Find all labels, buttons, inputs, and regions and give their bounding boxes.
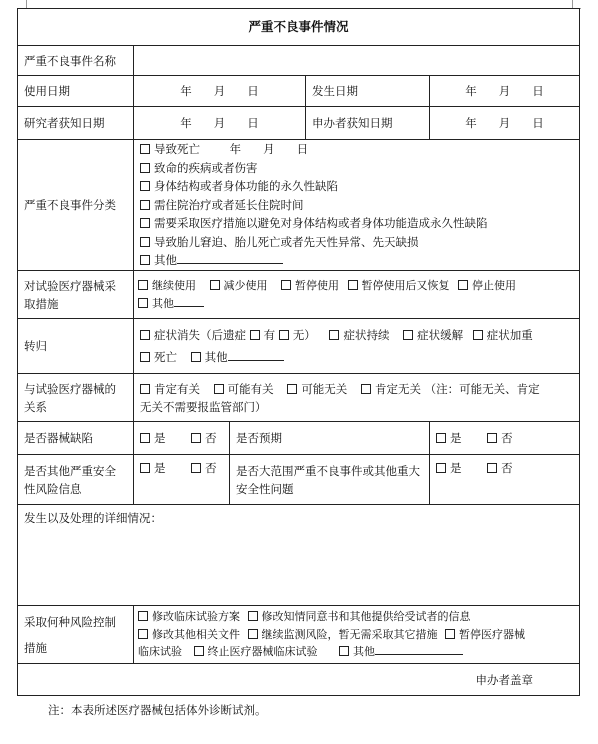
option-modify-consent[interactable]: 修改知情同意书和其他提供给受试者的信息: [248, 610, 471, 623]
option-death[interactable]: 导致死亡 年 月 日: [140, 140, 573, 159]
checkbox[interactable]: [140, 255, 150, 265]
expected-options: [430, 422, 580, 455]
defect-options: [134, 422, 230, 455]
option-sequela-no[interactable]: 无）: [279, 328, 316, 342]
option-death[interactable]: 死亡: [140, 350, 177, 364]
details-label: 发生以及处理的详细情况：: [24, 511, 162, 525]
option-other[interactable]: 其他: [140, 251, 573, 270]
other-blank-line[interactable]: [177, 263, 283, 264]
classification-label: 严重不良事件分类: [18, 140, 134, 271]
event-name-field[interactable]: [134, 46, 580, 76]
option-suspend-trial-cont: 临床试验: [138, 645, 182, 659]
details-field[interactable]: [18, 505, 580, 606]
other-risk-label: 是否其他严重安全性风险信息: [18, 455, 134, 505]
major-issue-label: 是否大范围严重不良事件或其他重大安全性问题: [230, 455, 430, 505]
investigator-date-field[interactable]: 年 月 日: [134, 107, 306, 140]
option-suspend-resume[interactable]: 暂停使用后又恢复: [348, 279, 450, 292]
outcome-label: 转归: [18, 319, 134, 374]
option-fetal[interactable]: 导致胎儿窘迫、胎儿死亡或者先天性异常、先天缺损: [140, 233, 573, 252]
option-symptom-worse[interactable]: 症状加重: [473, 328, 533, 342]
option-yes[interactable]: 是: [436, 461, 462, 475]
checkbox[interactable]: [140, 163, 150, 173]
option-no[interactable]: 否: [191, 461, 217, 475]
expected-label: 是否预期: [230, 422, 430, 455]
event-name-row: [18, 46, 580, 76]
option-other[interactable]: 其他: [339, 645, 463, 658]
option-yes[interactable]: 是: [436, 431, 462, 445]
option-other[interactable]: 其他: [138, 295, 573, 313]
option-continue-monitoring[interactable]: 继续监测风险，暂无需采取其它措施: [248, 628, 438, 641]
sponsor-date-field[interactable]: 年 月 日: [430, 107, 580, 140]
option-definitely-unrelated[interactable]: 肯定无关: [361, 382, 421, 396]
relation-row: [18, 374, 580, 422]
use-date-row: [18, 76, 580, 107]
footnote: 注：本表所述医疗器械包括体外诊断试剂。: [48, 703, 267, 717]
other-risk-row: [18, 455, 580, 505]
risk-control-label: 采取何种风险控制 措施: [18, 606, 134, 664]
option-reduce[interactable]: 减少使用: [210, 279, 268, 292]
use-date-field[interactable]: 年 月 日: [134, 76, 306, 107]
option-stop[interactable]: 停止使用: [458, 279, 516, 292]
awareness-date-row: [18, 107, 580, 140]
option-possibly-unrelated[interactable]: 可能无关: [287, 382, 347, 396]
checkbox[interactable]: [140, 237, 150, 247]
other-risk-options: [134, 455, 230, 505]
classification-row: [18, 140, 580, 271]
option-modify-protocol[interactable]: 修改临床试验方案: [138, 610, 240, 623]
option-sequela-yes[interactable]: 有: [250, 328, 276, 342]
device-measures-row: [18, 271, 580, 319]
option-symptom-gone[interactable]: 症状消失（后遗症: [140, 328, 246, 342]
occur-date-label: 发生日期: [306, 76, 430, 107]
major-issue-options: [430, 455, 580, 505]
checkbox[interactable]: [140, 144, 150, 154]
details-row: [18, 505, 580, 606]
risk-control-row: [18, 606, 580, 664]
option-possibly-related[interactable]: 可能有关: [214, 382, 274, 396]
defect-row: [18, 422, 580, 455]
device-measures-options: [134, 271, 580, 319]
other-blank-line[interactable]: [174, 306, 204, 307]
investigator-date-label: 研究者获知日期: [18, 107, 134, 140]
title-row: [18, 9, 580, 46]
other-blank-line[interactable]: [375, 654, 463, 655]
use-date-label: 使用日期: [18, 76, 134, 107]
relation-options: [134, 374, 580, 422]
other-blank-line[interactable]: [228, 360, 284, 361]
seal-row: [18, 664, 580, 696]
defect-label: 是否器械缺陷: [18, 422, 134, 455]
option-suspend[interactable]: 暂停使用: [281, 279, 339, 292]
option-no[interactable]: 否: [487, 431, 513, 445]
device-measures-label: 对试验医疗器械采取措施: [18, 271, 134, 319]
option-yes[interactable]: 是: [140, 431, 166, 445]
risk-control-options: [134, 606, 580, 664]
option-continue[interactable]: 继续使用: [138, 279, 196, 292]
checkbox[interactable]: [140, 200, 150, 210]
option-terminate-trial[interactable]: 终止医疗器械临床试验: [194, 645, 318, 658]
occur-date-field[interactable]: 年 月 日: [430, 76, 580, 107]
sponsor-seal: 申办者盖章: [18, 664, 580, 696]
relation-label: 与试验医疗器械的关系: [18, 374, 134, 422]
option-definitely-related[interactable]: 肯定有关: [140, 382, 200, 396]
outcome-row: [18, 319, 580, 374]
sponsor-date-label: 申办者获知日期: [306, 107, 430, 140]
option-yes[interactable]: 是: [140, 461, 166, 475]
option-no[interactable]: 否: [487, 461, 513, 475]
checkbox[interactable]: [140, 218, 150, 228]
option-modify-documents[interactable]: 修改其他相关文件: [138, 628, 240, 641]
relation-note-cont: 无关不需要报监管部门）: [140, 399, 267, 414]
option-no[interactable]: 否: [191, 431, 217, 445]
form-title: 严重不良事件情况: [18, 9, 580, 46]
option-symptom-relieved[interactable]: 症状缓解: [403, 328, 463, 342]
option-permanent-defect[interactable]: 身体结构或者身体功能的永久性缺陷: [140, 177, 573, 196]
checkbox[interactable]: [140, 181, 150, 191]
outcome-options: [134, 319, 580, 374]
event-name-label: 严重不良事件名称: [18, 46, 134, 76]
option-medical-intervention[interactable]: 需要采取医疗措施以避免对身体结构或者身体功能造成永久性缺陷: [140, 214, 573, 233]
relation-note: （注：可能无关、肯定: [424, 381, 540, 396]
option-fatal-illness[interactable]: 致命的疾病或者伤害: [140, 159, 573, 178]
option-other[interactable]: 其他: [191, 350, 284, 364]
classification-options: [134, 140, 580, 271]
option-hospitalization[interactable]: 需住院治疗或者延长住院时间: [140, 196, 573, 215]
sae-form-table: [17, 8, 580, 696]
option-suspend-trial[interactable]: 暂停医疗器械: [445, 628, 525, 641]
option-symptom-persist[interactable]: 症状持续: [329, 328, 389, 342]
